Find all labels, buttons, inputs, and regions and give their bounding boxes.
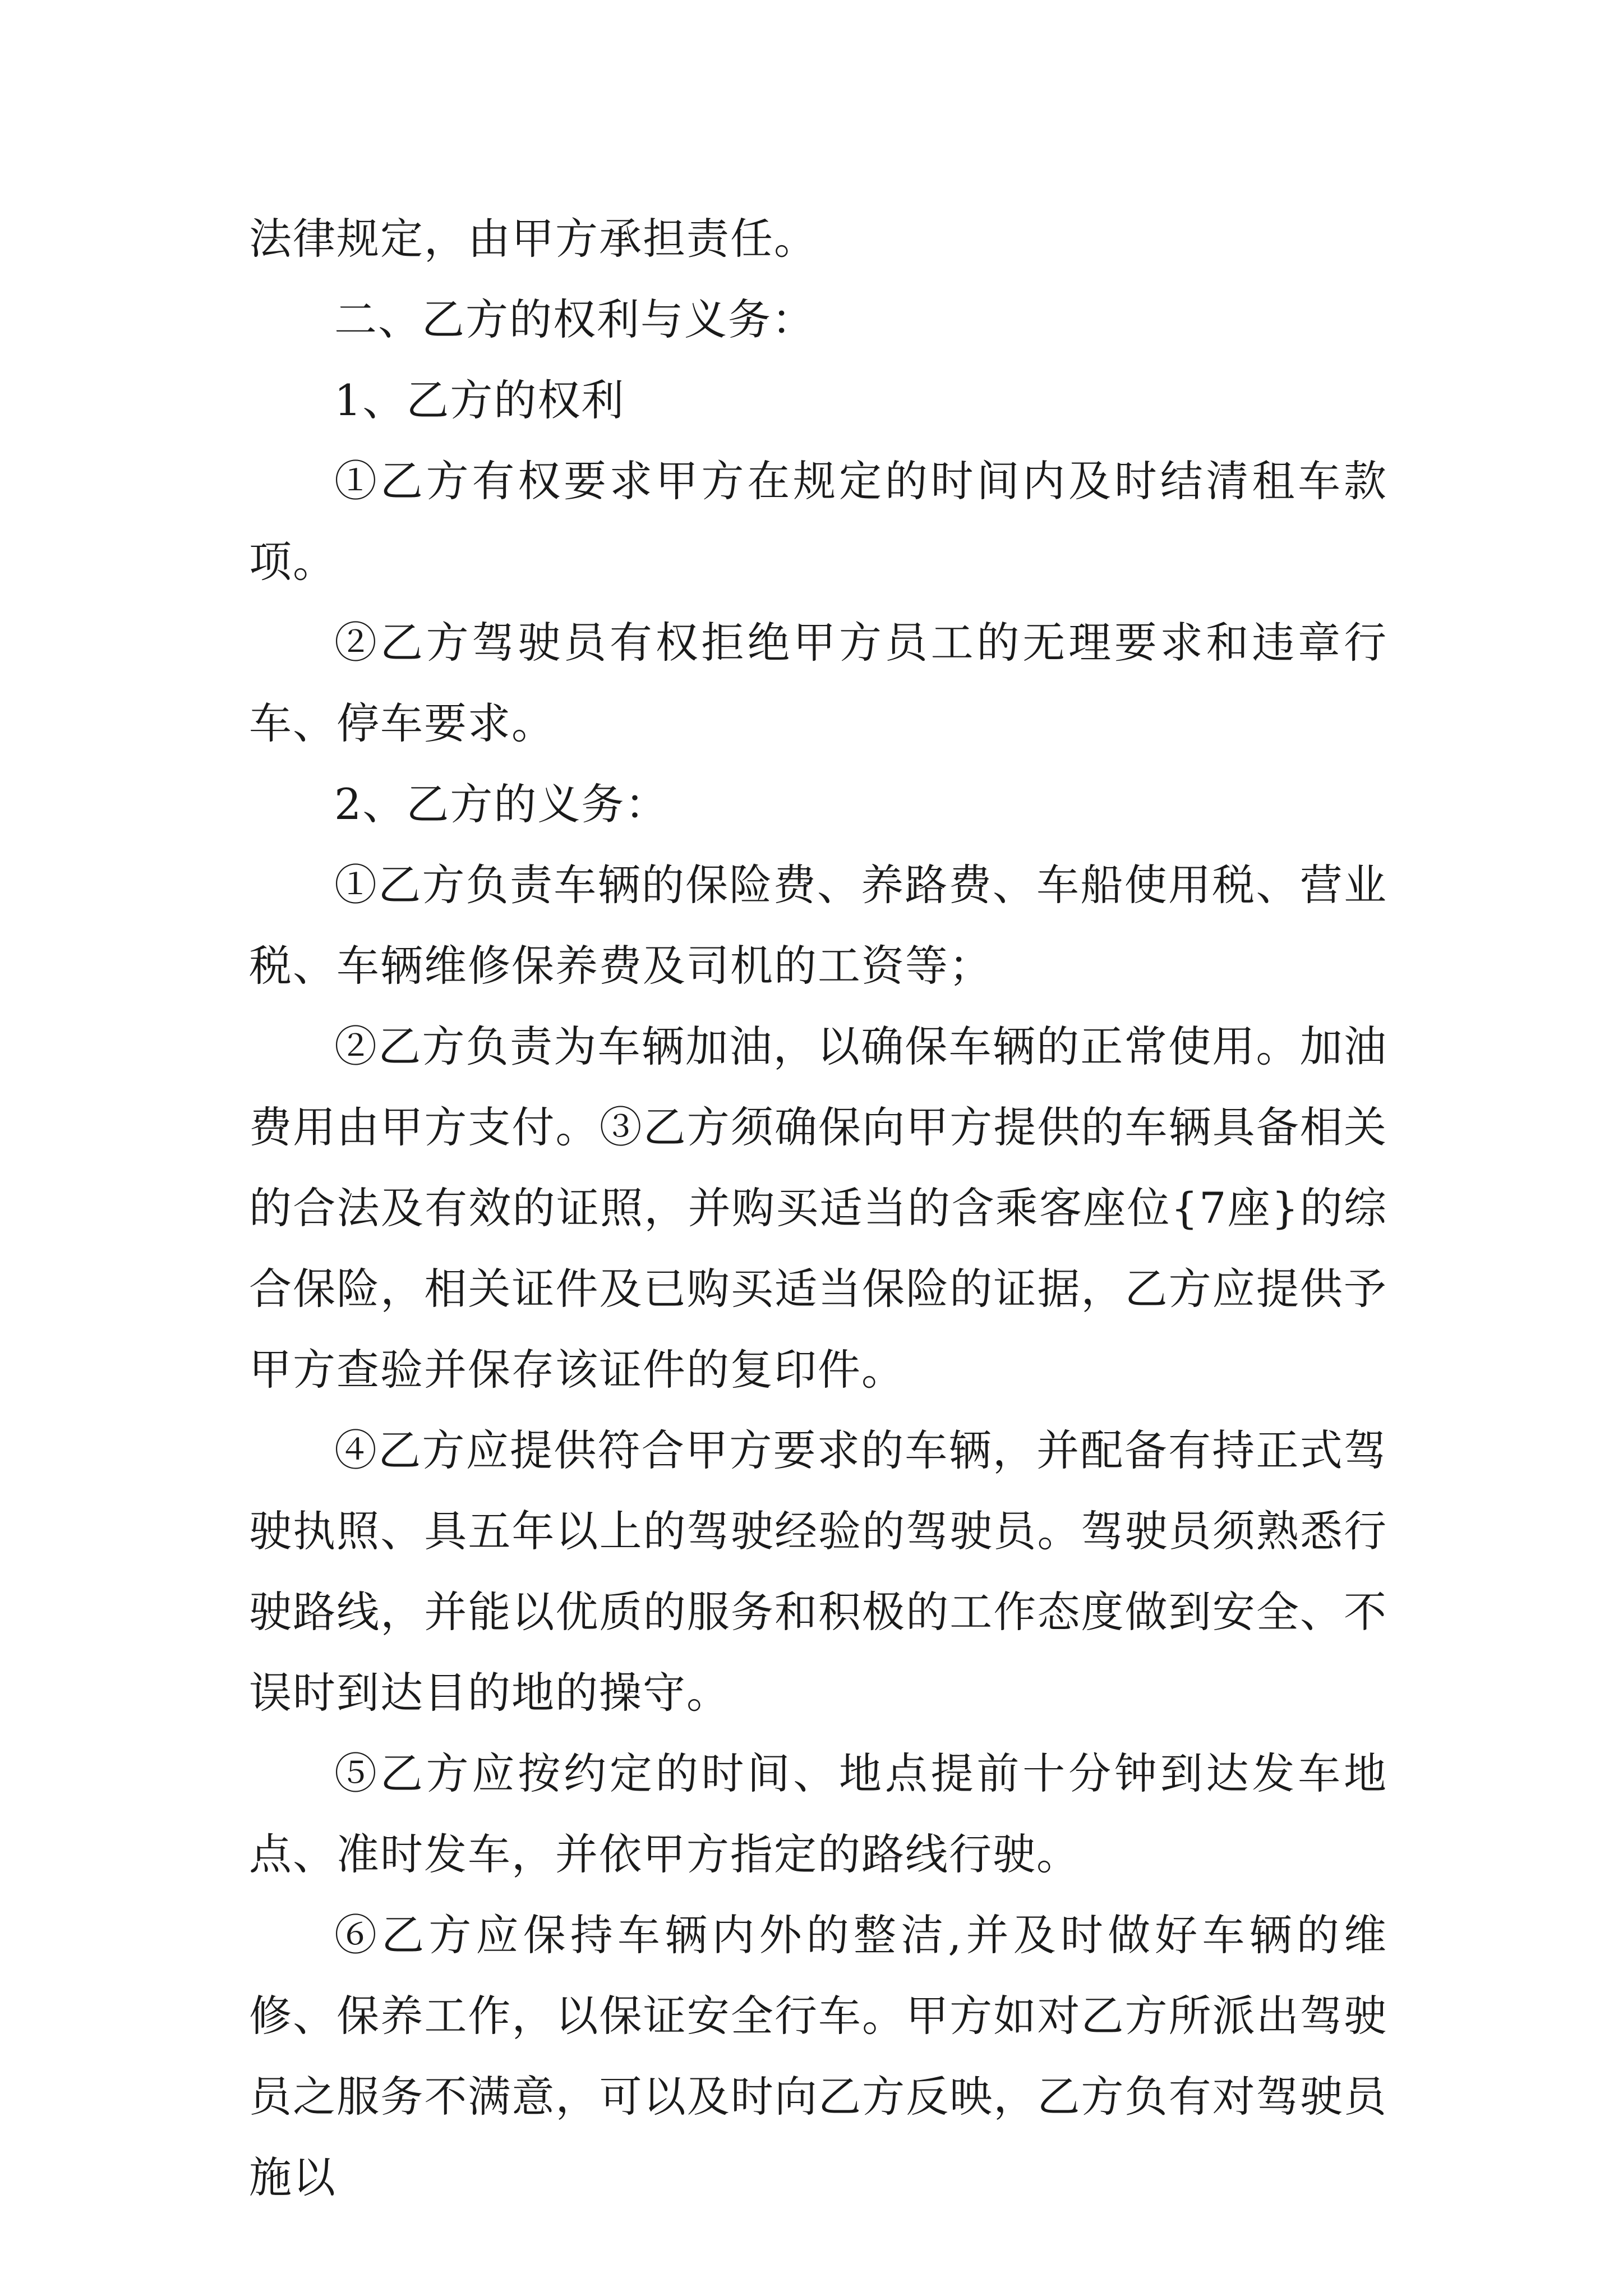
subheading-party-b-rights: 1、乙方的权利: [334, 375, 625, 425]
paragraph-right-2: ②乙方驾驶员有权拒绝甲方员工的无理要求和违章行车、停车要求。: [249, 618, 1387, 748]
paragraph-obligation-2-3: ②乙方负责为车辆加油，以确保车辆的正常使用。加油费用由甲方支付。③乙方须确保向甲方提供的车辆具备相关的合法及有效的证照，并购买适当的含乘客座位{7座}的综合保险，相关证件及已购买适当保险的证据，乙方应提供予甲方查验并保存该证件的复印件。: [249, 1022, 1387, 1395]
paragraph-obligation-5: ⑤乙方应按约定的时间、地点提前十分钟到达发车地点、准时发车，并依甲方指定的路线行驶。: [249, 1749, 1387, 1879]
paragraph-continuation: 法律规定，由甲方承担责任。: [249, 214, 818, 264]
subheading-party-b-obligations: 2、乙方的义务：: [334, 779, 669, 829]
document-body: [249, 199, 1387, 2218]
section-heading-party-b-rights-obligations: 二、乙方的权利与义务：: [334, 295, 815, 344]
paragraph-right-1: ①乙方有权要求甲方在规定的时间内及时结清租车款项。: [249, 456, 1387, 587]
paragraph-obligation-1: ①乙方负责车辆的保险费、养路费、车船使用税、营业税、车辆维修保养费及司机的工资等；: [249, 860, 1387, 991]
paragraph-obligation-6: ⑥乙方应保持车辆内外的整洁,并及时做好车辆的维修、保养工作，以保证安全行车。甲方如对乙方所派出驾驶员之服务不满意，可以及时向乙方反映，乙方负有对驾驶员施以: [249, 1910, 1387, 2202]
paragraph-obligation-4: ④乙方应提供符合甲方要求的车辆，并配备有持正式驾驶执照、具五年以上的驾驶经验的驾驶员。驾驶员须熟悉行驶路线，并能以优质的服务和积极的工作态度做到安全、不误时到达目的地的操守。: [249, 1425, 1387, 1718]
